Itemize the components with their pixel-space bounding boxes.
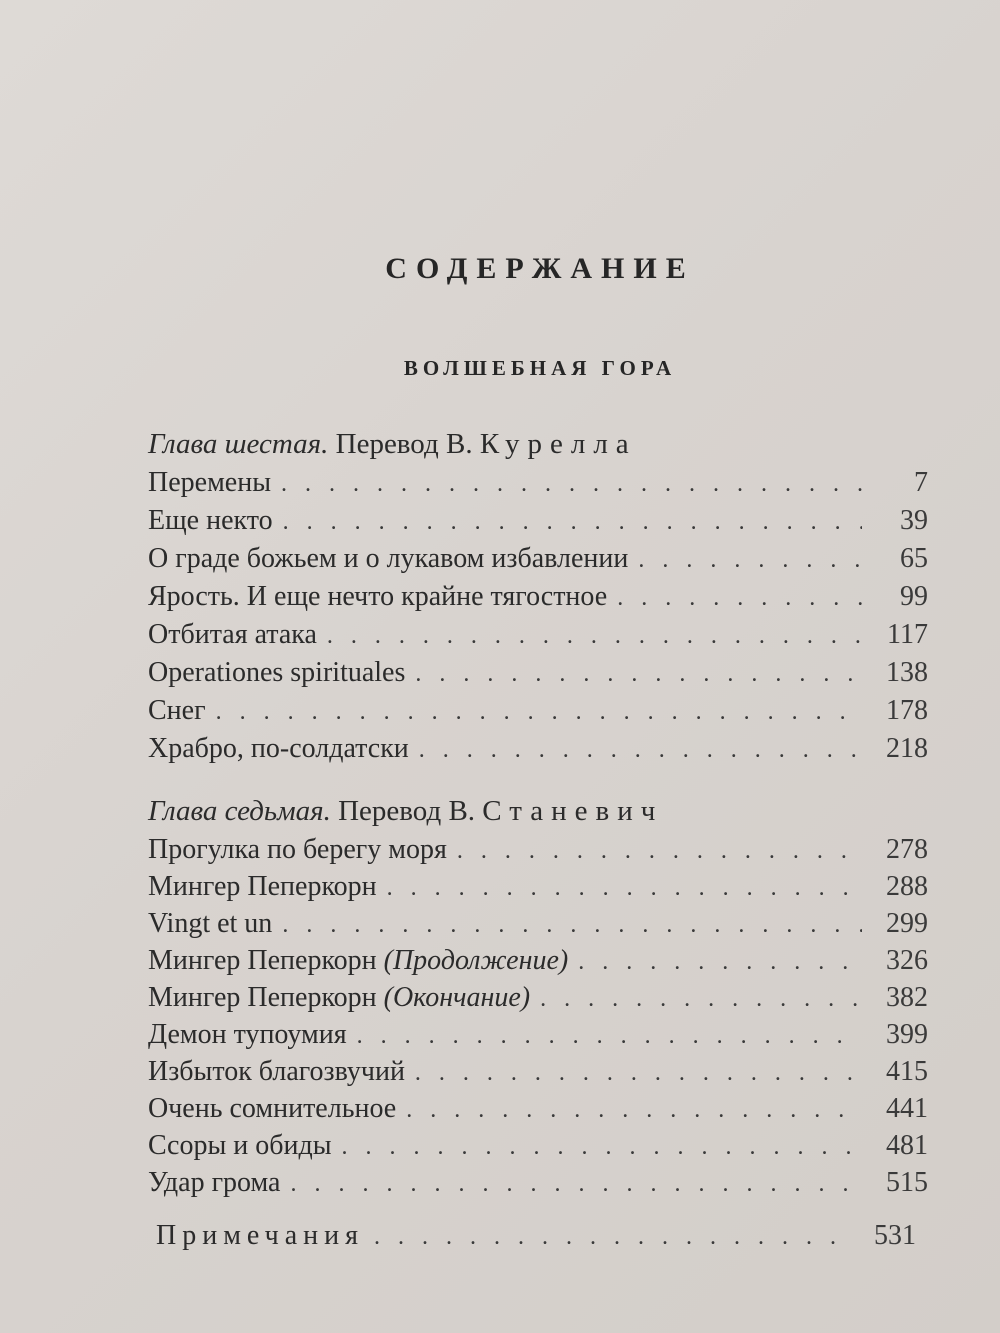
entry-title: Мингер Пеперкорн [148, 871, 377, 902]
page-number: 441 [886, 1093, 928, 1124]
entry-title: Operationes spirituales [148, 657, 406, 688]
entry-title: Перемены [148, 467, 272, 498]
dot-leader [540, 986, 862, 1013]
dot-leader [415, 661, 862, 688]
entry-note: (Продолжение) [383, 945, 569, 976]
page-number: 399 [886, 1019, 928, 1050]
dot-leader [327, 623, 862, 650]
toc-entry [148, 467, 928, 503]
toc-entry [148, 1093, 928, 1129]
toc-entry [148, 657, 928, 693]
dot-leader [216, 699, 862, 726]
toc-entry [148, 733, 928, 769]
entry-title-text: Мингер Пеперкорн [148, 945, 377, 976]
chapter-heading-7 [148, 795, 663, 828]
dot-leader [283, 509, 862, 536]
toc-entry [148, 619, 928, 655]
entry-title-text: Мингер Пеперкорн [148, 982, 377, 1013]
toc-entry [148, 543, 928, 579]
dot-leader [387, 875, 862, 902]
dot-leader [638, 547, 862, 574]
dot-leader [457, 838, 862, 865]
entry-title: Храбро, по-солдатски [148, 733, 409, 764]
dot-leader [290, 1171, 862, 1198]
entry-title: Еще некто [148, 505, 273, 536]
translator-name: Курелла [479, 428, 637, 460]
chapter-name: Глава шестая. [148, 428, 329, 460]
dot-leader [357, 1023, 862, 1050]
page-number: 99 [900, 581, 928, 612]
toc-entry [148, 695, 928, 731]
dot-leader [617, 585, 862, 612]
entry-note: (Окончание) [383, 982, 531, 1013]
entry-title: Ярость. И еще нечто крайне тягостное [148, 581, 608, 612]
toc-entry [148, 908, 928, 944]
page-number: 65 [900, 543, 928, 574]
toc-entry [148, 982, 928, 1018]
entry-title: Vingt et un [148, 908, 273, 939]
entry-title [148, 982, 530, 1014]
toc-entry [148, 945, 928, 981]
entry-title: Ссоры и обиды [148, 1130, 332, 1161]
entry-title: Избыток благозвучий [148, 1056, 405, 1087]
toc-entry [148, 1167, 928, 1203]
entry-title: Прогулка по берегу моря [148, 834, 447, 865]
page-number: 218 [886, 733, 928, 764]
toc-entry-notes [156, 1220, 916, 1256]
page-number: 178 [886, 695, 928, 726]
page-number: 415 [886, 1056, 928, 1087]
page-number: 288 [886, 871, 928, 902]
page-number: 326 [886, 945, 928, 976]
dot-leader [281, 471, 862, 498]
toc-entry [148, 871, 928, 907]
dot-leader [406, 1097, 862, 1124]
translation-label: Перевод В. [335, 428, 473, 460]
chapter-heading-6 [148, 428, 637, 461]
dot-leader [374, 1224, 850, 1251]
toc-entry [148, 505, 928, 541]
toc-entry [148, 1130, 928, 1166]
entry-title: Снег [148, 695, 206, 726]
entry-title: Отбитая атака [148, 619, 317, 650]
dot-leader [415, 1060, 862, 1087]
page-number: 531 [874, 1220, 916, 1251]
translation-label: Перевод В. [338, 795, 476, 827]
toc-entry [148, 581, 928, 617]
page-number: 299 [886, 908, 928, 939]
translator-name: Станевич [482, 795, 664, 827]
page-number: 481 [886, 1130, 928, 1161]
contents-title: СОДЕРЖАНИЕ [385, 252, 695, 285]
page-number: 138 [886, 657, 928, 688]
toc-entry [148, 834, 928, 870]
entry-title: Демон тупоумия [148, 1019, 347, 1050]
chapter-name: Глава седьмая. [148, 795, 331, 827]
book-title: ВОЛШЕБНАЯ ГОРА [403, 356, 677, 380]
page-number: 117 [887, 619, 928, 650]
page-number: 7 [914, 467, 928, 498]
toc-entry [148, 1056, 928, 1092]
dot-leader [282, 912, 862, 939]
dot-leader [419, 737, 862, 764]
dot-leader [578, 949, 862, 976]
entry-title: Удар грома [148, 1167, 281, 1198]
dot-leader [342, 1134, 862, 1161]
entry-title: Примечания [156, 1220, 365, 1251]
entry-title [148, 945, 568, 977]
toc-entry [148, 1019, 928, 1055]
page-number: 278 [886, 834, 928, 865]
page-number: 39 [900, 505, 928, 536]
page-number: 382 [886, 982, 928, 1013]
entry-title: Очень сомнительное [148, 1093, 397, 1124]
entry-title: О граде божьем и о лукавом избавлении [148, 543, 629, 574]
page-number: 515 [886, 1167, 928, 1198]
